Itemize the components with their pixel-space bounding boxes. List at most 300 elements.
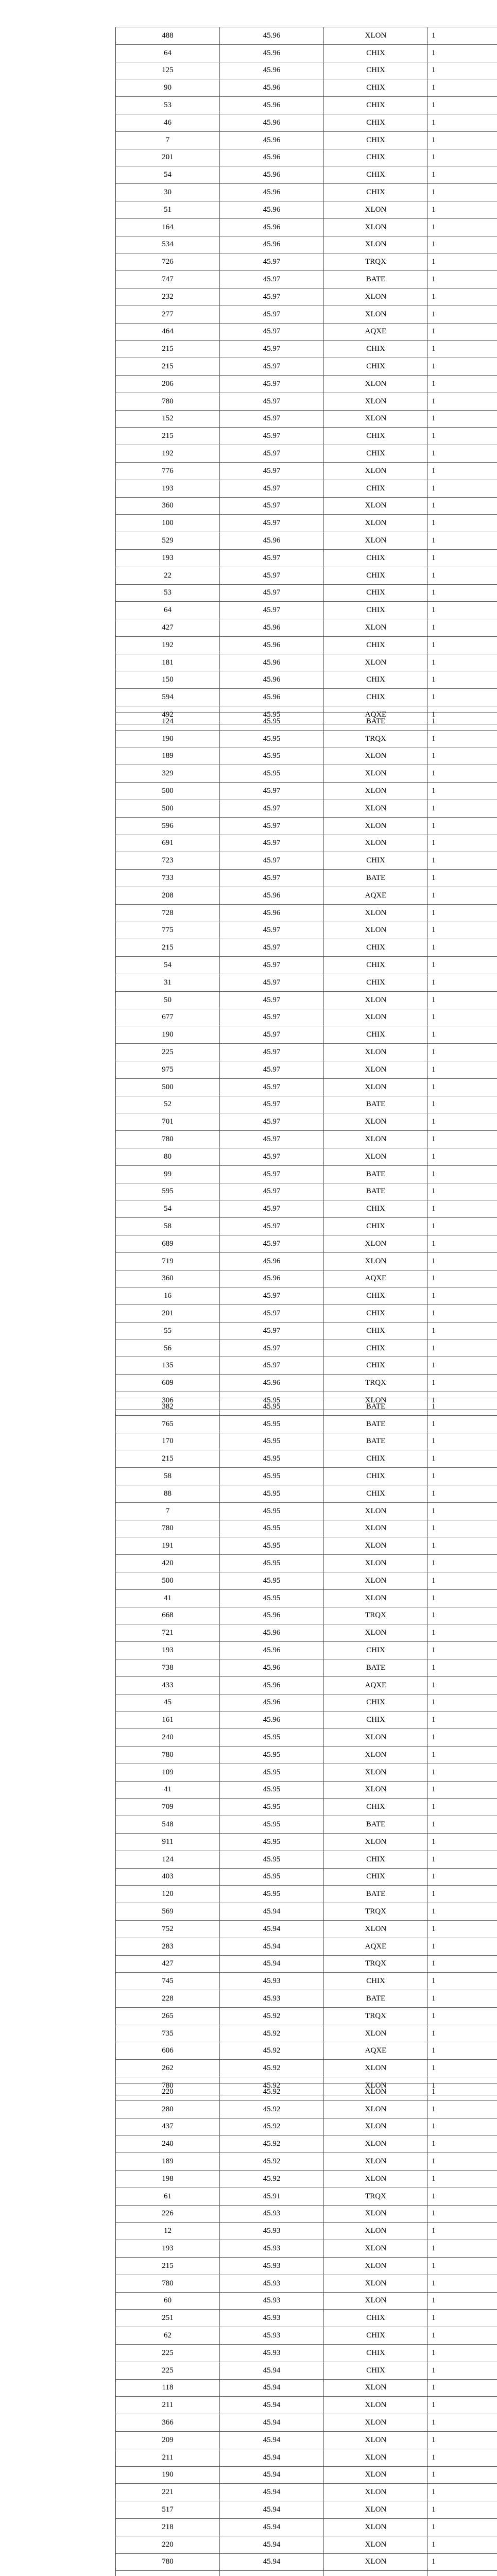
volume-cell: 189: [116, 748, 220, 765]
volume-cell: 181: [116, 654, 220, 671]
table-row: [116, 922, 497, 940]
extra-cell: 1: [432, 1048, 436, 1057]
price-cell: 45.92: [220, 2119, 324, 2136]
venue-cell: XLON: [324, 306, 428, 323]
price-cell: 45.96: [220, 1375, 324, 1392]
price-cell: 45.94: [220, 2362, 324, 2379]
venue-cell: TRQX: [324, 1375, 428, 1392]
extra-cell: 1: [432, 2029, 436, 2038]
volume-cell: 709: [116, 1799, 220, 1816]
venue-cell: BATE: [324, 1166, 428, 1183]
volume-cell: 691: [116, 835, 220, 852]
volume-cell: 190: [116, 2467, 220, 2484]
table-row: [116, 1113, 497, 1131]
volume-cell: 240: [116, 1729, 220, 1746]
table-row: [116, 887, 497, 905]
volume-cell: 433: [116, 1677, 220, 1694]
table-row: [116, 1340, 497, 1358]
table-row: [116, 2240, 497, 2258]
venue-cell: XLON: [324, 2449, 428, 2466]
table-row: [116, 748, 497, 766]
volume-cell: 215: [116, 939, 220, 956]
extra-cell: 1: [432, 1663, 436, 1672]
price-cell: 45.97: [220, 800, 324, 817]
price-cell: 45.95: [220, 1764, 324, 1781]
price-cell: 45.94: [220, 2519, 324, 2536]
volume-cell: 437: [116, 2119, 220, 2136]
volume-cell: 775: [116, 922, 220, 939]
volume-cell: 403: [116, 1869, 220, 1886]
venue-cell: AQXE: [324, 1270, 428, 1287]
venue-cell: CHIX: [324, 1305, 428, 1322]
venue-cell: CHIX: [324, 585, 428, 602]
venue-cell: XLON: [324, 2136, 428, 2153]
extra-cell: 1: [432, 2105, 436, 2113]
venue-cell: CHIX: [324, 1642, 428, 1659]
volume-cell: 596: [116, 818, 220, 835]
table-row: [116, 2554, 497, 2571]
price-cell: 45.93: [220, 2206, 324, 2223]
price-cell: 45.96: [220, 219, 324, 236]
price-cell: 45.96: [220, 1694, 324, 1711]
extra-cell: 1: [432, 1065, 436, 1074]
price-cell: 45.97: [220, 870, 324, 887]
volume-cell: 752: [116, 1921, 220, 1938]
venue-cell: XLON: [324, 619, 428, 636]
volume-cell: 193: [116, 2240, 220, 2257]
price-cell: 45.97: [220, 1183, 324, 1200]
price-cell: 45.93: [220, 2310, 324, 2327]
volume-cell: 765: [116, 1416, 220, 1433]
table-row: [116, 1694, 497, 1712]
venue-cell: XLON: [324, 748, 428, 765]
venue-cell: CHIX: [324, 1799, 428, 1816]
extra-cell: 1: [432, 1396, 436, 1405]
extra-cell: 1: [432, 623, 436, 632]
extra-cell: 1: [432, 2261, 436, 2270]
venue-cell: XLON: [324, 2101, 428, 2118]
table-row: [116, 992, 497, 1009]
price-cell: 45.96: [220, 149, 324, 166]
extra-cell: 1: [432, 1977, 436, 1986]
volume-cell: 738: [116, 1659, 220, 1676]
venue-cell: XLON: [324, 905, 428, 922]
extra-cell: 1: [432, 787, 436, 795]
venue-cell: CHIX: [324, 62, 428, 79]
table-row: [116, 1782, 497, 1799]
extra-cell: 1: [432, 205, 436, 214]
venue-cell: XLON: [324, 818, 428, 835]
extra-cell: 1: [432, 1205, 436, 1213]
venue-cell: XLON: [324, 515, 428, 532]
venue-cell: BATE: [324, 1416, 428, 1433]
venue-cell: AQXE: [324, 706, 428, 724]
price-cell: 45.97: [220, 1235, 324, 1252]
venue-cell: XLON: [324, 835, 428, 852]
venue-cell: XLON: [324, 2414, 428, 2431]
extra-cell: 1: [432, 961, 436, 970]
volume-cell: 58: [116, 1468, 220, 1485]
extra-cell: 1: [432, 675, 436, 684]
venue-cell: CHIX: [324, 1026, 428, 1043]
extra-cell: 1: [432, 1489, 436, 1498]
extra-cell: 1: [432, 101, 436, 110]
volume-cell: 161: [116, 1711, 220, 1728]
venue-cell: CHIX: [324, 1851, 428, 1868]
price-cell: 45.97: [220, 1096, 324, 1113]
volume-cell: 189: [116, 2153, 220, 2170]
venue-cell: XLON: [324, 2380, 428, 2397]
extra-cell: 1: [432, 1559, 436, 1568]
price-cell: 45.95: [220, 1555, 324, 1572]
extra-cell: 1: [432, 2279, 436, 2287]
extra-cell: 1: [432, 31, 436, 40]
price-cell: 45.96: [220, 1659, 324, 1676]
price-cell: 45.95: [220, 1572, 324, 1589]
venue-cell: TRQX: [324, 1607, 428, 1624]
volume-cell: 232: [116, 289, 220, 306]
price-cell: 45.95: [220, 1747, 324, 1764]
venue-cell: CHIX: [324, 1694, 428, 1711]
extra-cell: 1: [432, 710, 436, 719]
price-cell: 45.93: [220, 1973, 324, 1990]
volume-cell: 677: [116, 1009, 220, 1026]
volume-cell: 975: [116, 1061, 220, 1078]
table-row: [116, 445, 497, 463]
venue-cell: XLON: [324, 289, 428, 306]
extra-cell: 1: [432, 1907, 436, 1916]
table-row: [116, 2153, 497, 2171]
extra-cell: 1: [432, 588, 436, 597]
extra-cell: 1: [432, 978, 436, 987]
venue-cell: XLON: [324, 1764, 428, 1781]
table-row: [116, 1131, 497, 1148]
price-cell: 45.97: [220, 393, 324, 410]
price-cell: 45.95: [220, 1485, 324, 1502]
price-cell: 45.95: [220, 1503, 324, 1520]
table-row: [116, 1148, 497, 1166]
price-cell: 45.97: [220, 289, 324, 306]
price-cell: 45.97: [220, 567, 324, 584]
volume-cell: [116, 2571, 220, 2576]
table-row: [116, 654, 497, 672]
venue-cell: TRQX: [324, 253, 428, 270]
volume-cell: 500: [116, 1079, 220, 1096]
price-cell: 45.97: [220, 1218, 324, 1235]
venue-cell: CHIX: [324, 2362, 428, 2379]
extra-cell: 1: [432, 66, 436, 75]
volume-cell: 534: [116, 236, 220, 253]
table-row: [116, 2223, 497, 2240]
venue-cell: CHIX: [324, 602, 428, 619]
volume-cell: 152: [116, 411, 220, 428]
venue-cell: TRQX: [324, 2008, 428, 2025]
price-cell: 45.92: [220, 2008, 324, 2025]
table-row: [116, 376, 497, 393]
price-cell: 45.95: [220, 1468, 324, 1485]
price-cell: 45.95: [220, 1398, 324, 1415]
extra-cell: 1: [432, 926, 436, 935]
volume-cell: 193: [116, 480, 220, 497]
volume-cell: 215: [116, 2258, 220, 2275]
venue-cell: [324, 2571, 428, 2576]
venue-cell: CHIX: [324, 2345, 428, 2362]
extra-cell: 1: [432, 2227, 436, 2235]
volume-cell: 776: [116, 463, 220, 480]
price-cell: 45.92: [220, 2153, 324, 2170]
volume-cell: 41: [116, 1590, 220, 1607]
venue-cell: BATE: [324, 1659, 428, 1676]
table-row: [116, 97, 497, 114]
extra-cell: 1: [432, 1170, 436, 1178]
table-row: [116, 149, 497, 167]
price-cell: 45.95: [220, 1520, 324, 1537]
table-row: [116, 1235, 497, 1253]
venue-cell: XLON: [324, 27, 428, 44]
extra-cell: 1: [432, 1361, 436, 1370]
venue-cell: CHIX: [324, 1450, 428, 1467]
price-cell: 45.96: [220, 184, 324, 201]
price-cell: 45.94: [220, 2414, 324, 2431]
table-row: [116, 637, 497, 654]
venue-cell: BATE: [324, 271, 428, 288]
price-cell: 45.95: [220, 731, 324, 748]
extra-cell: 1: [432, 1837, 436, 1846]
extra-cell: 1: [432, 48, 436, 57]
extra-cell: 1: [432, 2331, 436, 2340]
table-row: [116, 1642, 497, 1659]
venue-cell: XLON: [324, 2025, 428, 2042]
table-row: [116, 585, 497, 602]
table-row: [116, 1537, 497, 1555]
volume-cell: 420: [116, 1555, 220, 1572]
price-cell: 45.94: [220, 2432, 324, 2449]
volume-cell: 211: [116, 2449, 220, 2466]
extra-cell: 1: [432, 1326, 436, 1335]
volume-cell: 225: [116, 2362, 220, 2379]
price-cell: 45.97: [220, 1357, 324, 1374]
volume-cell: 733: [116, 870, 220, 887]
price-cell: 45.97: [220, 498, 324, 515]
table-row: [116, 498, 497, 515]
extra-cell: 1: [432, 2418, 436, 2427]
table-row: [116, 731, 497, 748]
table-row: [116, 306, 497, 324]
table-row: [116, 2362, 497, 2380]
volume-cell: 215: [116, 1450, 220, 1467]
venue-cell: CHIX: [324, 1218, 428, 1235]
volume-cell: 7: [116, 1503, 220, 1520]
volume-cell: 735: [116, 2025, 220, 2042]
table-row: [116, 2397, 497, 2414]
table-row: [116, 2101, 497, 2119]
volume-cell: 88: [116, 1485, 220, 1502]
price-cell: 45.94: [220, 1903, 324, 1920]
price-cell: 45.95: [220, 1816, 324, 1833]
venue-cell: CHIX: [324, 1200, 428, 1217]
extra-cell: 1: [432, 2087, 436, 2096]
price-cell: 45.97: [220, 1200, 324, 1217]
price-cell: 45.96: [220, 62, 324, 79]
price-cell: 45.97: [220, 1340, 324, 1357]
venue-cell: CHIX: [324, 1357, 428, 1374]
extra-cell: 1: [432, 1524, 436, 1533]
price-cell: 45.97: [220, 602, 324, 619]
table-row: [116, 2536, 497, 2554]
extra-cell: 1: [432, 1402, 436, 1411]
price-cell: 45.92: [220, 2083, 324, 2100]
price-cell: 45.93: [220, 2258, 324, 2275]
extra-cell: 1: [432, 362, 436, 371]
venue-cell: XLON: [324, 463, 428, 480]
price-cell: 45.94: [220, 2467, 324, 2484]
volume-cell: 606: [116, 2042, 220, 2059]
price-cell: 45.96: [220, 671, 324, 688]
venue-cell: XLON: [324, 1009, 428, 1026]
price-cell: 45.96: [220, 236, 324, 253]
price-cell: 45.96: [220, 619, 324, 636]
price-cell: 45.93: [220, 2223, 324, 2240]
extra-cell: 1: [432, 1344, 436, 1352]
table-row: [116, 1270, 497, 1288]
table-row: [116, 1834, 497, 1851]
table-row: [116, 2432, 497, 2449]
price-cell: 45.95: [220, 713, 324, 730]
venue-cell: TRQX: [324, 1956, 428, 1973]
extra-cell: 1: [432, 1257, 436, 1265]
price-cell: 45.94: [220, 1921, 324, 1938]
volume-cell: 517: [116, 2501, 220, 2518]
venue-cell: XLON: [324, 1537, 428, 1554]
venue-cell: XLON: [324, 2519, 428, 2536]
volume-cell: 50: [116, 992, 220, 1009]
table-row: [116, 1851, 497, 1869]
table-row: [116, 2414, 497, 2432]
price-cell: 45.95: [220, 1392, 324, 1410]
price-cell: 45.93: [220, 1990, 324, 2007]
volume-cell: 280: [116, 2101, 220, 2118]
volume-cell: 780: [116, 2077, 220, 2095]
volume-cell: 220: [116, 2083, 220, 2100]
price-cell: 45.96: [220, 1607, 324, 1624]
venue-cell: XLON: [324, 2432, 428, 2449]
extra-cell: 1: [432, 717, 436, 725]
table-row: [116, 689, 497, 706]
table-row: [116, 2042, 497, 2060]
price-cell: 45.94: [220, 1956, 324, 1973]
venue-cell: XLON: [324, 1590, 428, 1607]
venue-cell: XLON: [324, 393, 428, 410]
extra-cell: 1: [432, 2470, 436, 2479]
table-row: [116, 1903, 497, 1921]
extra-cell: 1: [432, 432, 436, 440]
venue-cell: XLON: [324, 2083, 428, 2100]
venue-cell: CHIX: [324, 2327, 428, 2344]
volume-cell: 492: [116, 706, 220, 724]
table-row: [116, 1305, 497, 1323]
price-cell: 45.97: [220, 428, 324, 445]
table-row: [116, 852, 497, 870]
price-cell: 45.97: [220, 1148, 324, 1165]
table-row: [116, 341, 497, 358]
volume-cell: 701: [116, 1113, 220, 1130]
extra-cell: 1: [432, 693, 436, 702]
table-row: [116, 2571, 497, 2576]
table-row: [116, 1287, 497, 1305]
table-row: [116, 1096, 497, 1114]
venue-cell: XLON: [324, 1079, 428, 1096]
venue-cell: XLON: [324, 1044, 428, 1061]
extra-cell: 1: [432, 2011, 436, 2020]
table-row: [116, 2293, 497, 2310]
price-cell: 45.97: [220, 1026, 324, 1043]
extra-cell: 1: [432, 2192, 436, 2200]
price-cell: 45.95: [220, 1590, 324, 1607]
venue-cell: CHIX: [324, 1340, 428, 1357]
extra-cell: 1: [432, 1100, 436, 1109]
venue-cell: CHIX: [324, 637, 428, 654]
volume-cell: 215: [116, 358, 220, 375]
price-cell: 45.96: [220, 201, 324, 218]
table-row: [116, 62, 497, 80]
volume-cell: 745: [116, 1973, 220, 1990]
extra-cell: 1: [432, 327, 436, 336]
extra-cell: 1: [432, 501, 436, 510]
price-cell: 45.93: [220, 2275, 324, 2292]
venue-cell: XLON: [324, 1782, 428, 1799]
venue-cell: XLON: [324, 532, 428, 549]
venue-cell: CHIX: [324, 166, 428, 183]
table-row: [116, 818, 497, 835]
venue-cell: CHIX: [324, 671, 428, 688]
volume-cell: 124: [116, 713, 220, 730]
venue-cell: XLON: [324, 800, 428, 817]
volume-cell: 193: [116, 1642, 220, 1659]
venue-cell: XLON: [324, 2240, 428, 2257]
extra-cell: 1: [432, 734, 436, 743]
extra-cell: 1: [432, 995, 436, 1004]
volume-cell: 135: [116, 1357, 220, 1374]
venue-cell: CHIX: [324, 358, 428, 375]
price-cell: 45.97: [220, 992, 324, 1009]
price-cell: 45.94: [220, 2397, 324, 2414]
table-row: [116, 166, 497, 184]
table-row: [116, 1200, 497, 1218]
extra-cell: 1: [432, 1750, 436, 1759]
table-row: [116, 2171, 497, 2188]
volume-cell: 594: [116, 689, 220, 706]
volume-cell: 911: [116, 1834, 220, 1851]
price-cell: 45.95: [220, 1450, 324, 1467]
price-cell: 45.96: [220, 132, 324, 149]
price-cell: 45.97: [220, 463, 324, 480]
table-row: [116, 1503, 497, 1520]
table-row: [116, 2519, 497, 2536]
extra-cell: 1: [432, 891, 436, 900]
volume-cell: 500: [116, 1572, 220, 1589]
extra-cell: 1: [432, 1576, 436, 1585]
venue-cell: CHIX: [324, 2310, 428, 2327]
volume-cell: 529: [116, 532, 220, 549]
price-cell: 45.96: [220, 689, 324, 706]
volume-cell: 45: [116, 1694, 220, 1711]
volume-cell: 56: [116, 1340, 220, 1357]
table-row: [116, 1677, 497, 1694]
volume-cell: 54: [116, 166, 220, 183]
extra-cell: 1: [432, 1472, 436, 1481]
table-row: [116, 1433, 497, 1451]
table-row: [116, 1398, 497, 1416]
